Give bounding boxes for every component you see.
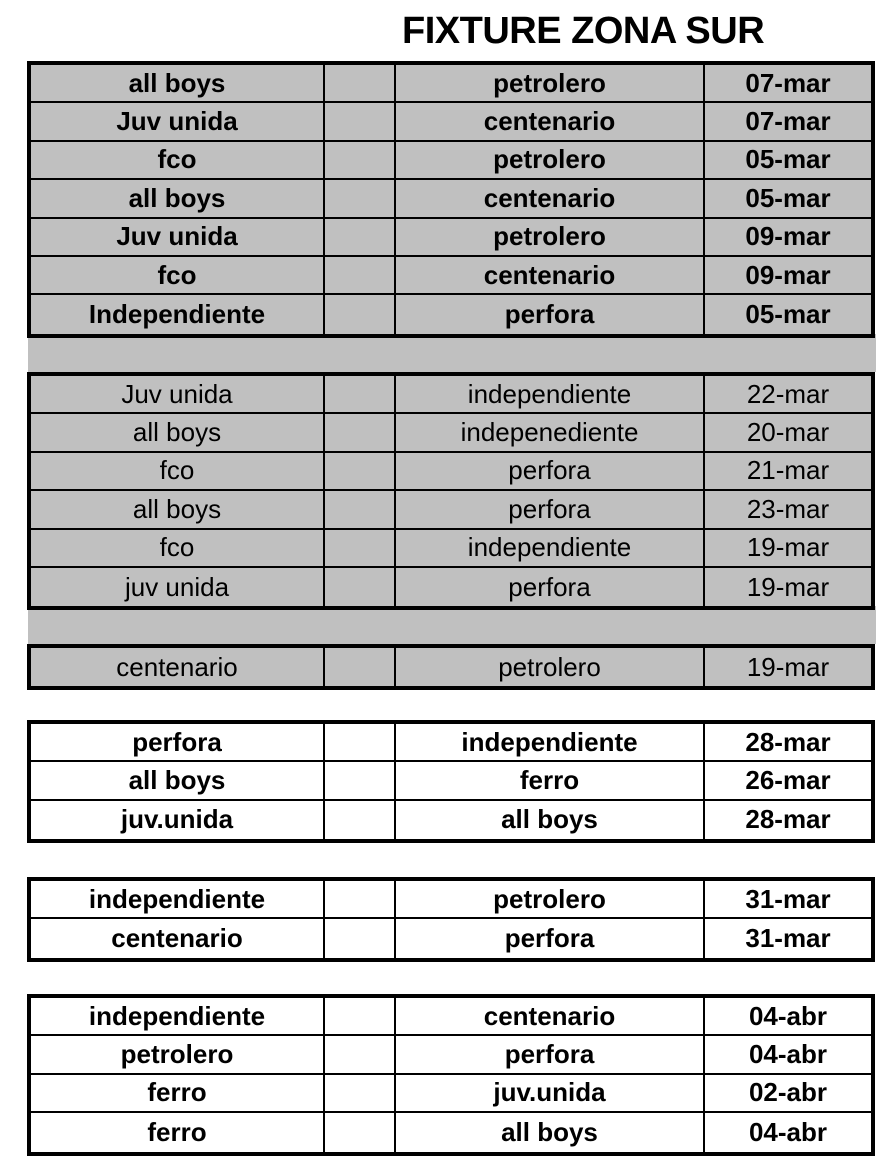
blank-cell <box>325 257 396 293</box>
table-row <box>31 998 871 1036</box>
date-cell: 28-mar <box>745 804 831 835</box>
table-row <box>31 142 871 180</box>
date-cell: 09-mar <box>745 259 831 290</box>
away-team-cell: independiente <box>396 724 705 760</box>
blank-cell <box>325 295 396 333</box>
date-cell: 02-abr <box>748 1077 828 1108</box>
away-team-cell: petrolero <box>396 219 705 255</box>
table-row <box>31 103 871 141</box>
date-cell: 04-abr <box>748 1039 828 1070</box>
fixture-block <box>27 877 875 962</box>
home-team-cell: Juv unida <box>31 103 325 139</box>
fixture-block <box>27 994 875 1156</box>
blank-cell <box>325 376 396 412</box>
date-cell: 26-mar <box>745 765 831 796</box>
date-cell: 22-mar <box>746 378 830 409</box>
date-cell: 07-mar <box>745 67 831 98</box>
fixture-block <box>27 720 875 843</box>
away-team-cell: juv.unida <box>396 1075 705 1111</box>
home-team-cell: Juv unida <box>31 219 325 255</box>
home-team-cell: perfora <box>31 724 325 760</box>
separator-band <box>28 334 876 372</box>
away-team-cell: petrolero <box>396 142 705 178</box>
blank-cell <box>325 998 396 1034</box>
home-team-cell: fco <box>31 142 325 178</box>
blank-cell <box>325 180 396 216</box>
away-team-cell: indepenediente <box>396 414 705 450</box>
blank-cell <box>325 1036 396 1072</box>
date-cell: 19-mar <box>746 571 830 602</box>
blank-cell <box>325 724 396 760</box>
date-cell: 19-mar <box>746 532 830 563</box>
table-row <box>31 414 871 452</box>
date-cell: 20-mar <box>746 417 830 448</box>
home-team-cell: fco <box>31 257 325 293</box>
page-title: FIXTURE ZONA SUR <box>402 10 765 52</box>
away-team-cell: petrolero <box>396 881 705 917</box>
home-team-cell: independiente <box>31 998 325 1034</box>
table-row <box>31 180 871 218</box>
table-row <box>31 1036 871 1074</box>
home-team-cell: ferro <box>31 1113 325 1151</box>
date-cell: 07-mar <box>745 106 831 137</box>
away-team-cell: all boys <box>396 801 705 839</box>
away-team-cell: perfora <box>396 568 705 606</box>
date-cell: 19-mar <box>746 651 830 682</box>
table-row <box>31 257 871 295</box>
date-cell: 28-mar <box>745 726 831 757</box>
fixture-block <box>27 644 875 690</box>
away-team-cell: perfora <box>396 453 705 489</box>
table-row <box>31 219 871 257</box>
away-team-cell: all boys <box>396 1113 705 1151</box>
away-team-cell: petrolero <box>396 648 705 686</box>
table-row <box>31 881 871 919</box>
home-team-cell: all boys <box>31 491 325 527</box>
table-row <box>31 919 871 957</box>
home-team-cell: ferro <box>31 1075 325 1111</box>
blank-cell <box>325 801 396 839</box>
home-team-cell: independiente <box>31 881 325 917</box>
date-cell: 05-mar <box>745 144 831 175</box>
home-team-cell: fco <box>31 453 325 489</box>
home-team-cell: Juv unida <box>31 376 325 412</box>
blank-cell <box>325 568 396 606</box>
away-team-cell: perfora <box>396 919 705 957</box>
separator-band <box>28 606 876 644</box>
fixture-block <box>27 372 875 610</box>
home-team-cell: centenario <box>31 919 325 957</box>
fixture-block <box>27 61 875 338</box>
blank-cell <box>325 1075 396 1111</box>
date-cell: 05-mar <box>745 299 831 330</box>
home-team-cell: centenario <box>31 648 325 686</box>
blank-cell <box>325 919 396 957</box>
away-team-cell: perfora <box>396 1036 705 1072</box>
date-cell: 23-mar <box>746 493 830 524</box>
home-team-cell: petrolero <box>31 1036 325 1072</box>
away-team-cell: perfora <box>396 295 705 333</box>
home-team-cell: all boys <box>31 65 325 101</box>
home-team-cell: juv.unida <box>31 801 325 839</box>
date-cell: 21-mar <box>746 455 830 486</box>
away-team-cell: centenario <box>396 103 705 139</box>
date-cell: 31-mar <box>745 923 831 954</box>
blank-cell <box>325 881 396 917</box>
home-team-cell: Independiente <box>31 295 325 333</box>
date-cell: 04-abr <box>748 1000 828 1031</box>
away-team-cell: ferro <box>396 762 705 798</box>
home-team-cell: all boys <box>31 414 325 450</box>
table-row <box>31 530 871 568</box>
away-team-cell: petrolero <box>396 65 705 101</box>
table-row <box>31 724 871 762</box>
blank-cell <box>325 219 396 255</box>
date-cell: 09-mar <box>745 221 831 252</box>
away-team-cell: independiente <box>396 530 705 566</box>
blank-cell <box>325 530 396 566</box>
blank-cell <box>325 414 396 450</box>
table-row <box>31 568 871 606</box>
table-row <box>31 491 871 529</box>
blank-cell <box>325 65 396 101</box>
table-row <box>31 65 871 103</box>
blank-cell <box>325 142 396 178</box>
away-team-cell: centenario <box>396 180 705 216</box>
blank-cell <box>325 103 396 139</box>
table-row <box>31 648 871 686</box>
away-team-cell: centenario <box>396 998 705 1034</box>
away-team-cell: centenario <box>396 257 705 293</box>
home-team-cell: juv unida <box>31 568 325 606</box>
table-row <box>31 801 871 839</box>
blank-cell <box>325 762 396 798</box>
table-row <box>31 453 871 491</box>
table-row <box>31 376 871 414</box>
home-team-cell: all boys <box>31 762 325 798</box>
blank-cell <box>325 491 396 527</box>
date-cell: 04-abr <box>748 1116 828 1147</box>
home-team-cell: all boys <box>31 180 325 216</box>
blank-cell <box>325 453 396 489</box>
date-cell: 05-mar <box>745 182 831 213</box>
table-row <box>31 762 871 800</box>
table-row <box>31 1075 871 1113</box>
date-cell: 31-mar <box>745 883 831 914</box>
away-team-cell: perfora <box>396 491 705 527</box>
table-row <box>31 295 871 333</box>
blank-cell <box>325 648 396 686</box>
away-team-cell: independiente <box>396 376 705 412</box>
home-team-cell: fco <box>31 530 325 566</box>
